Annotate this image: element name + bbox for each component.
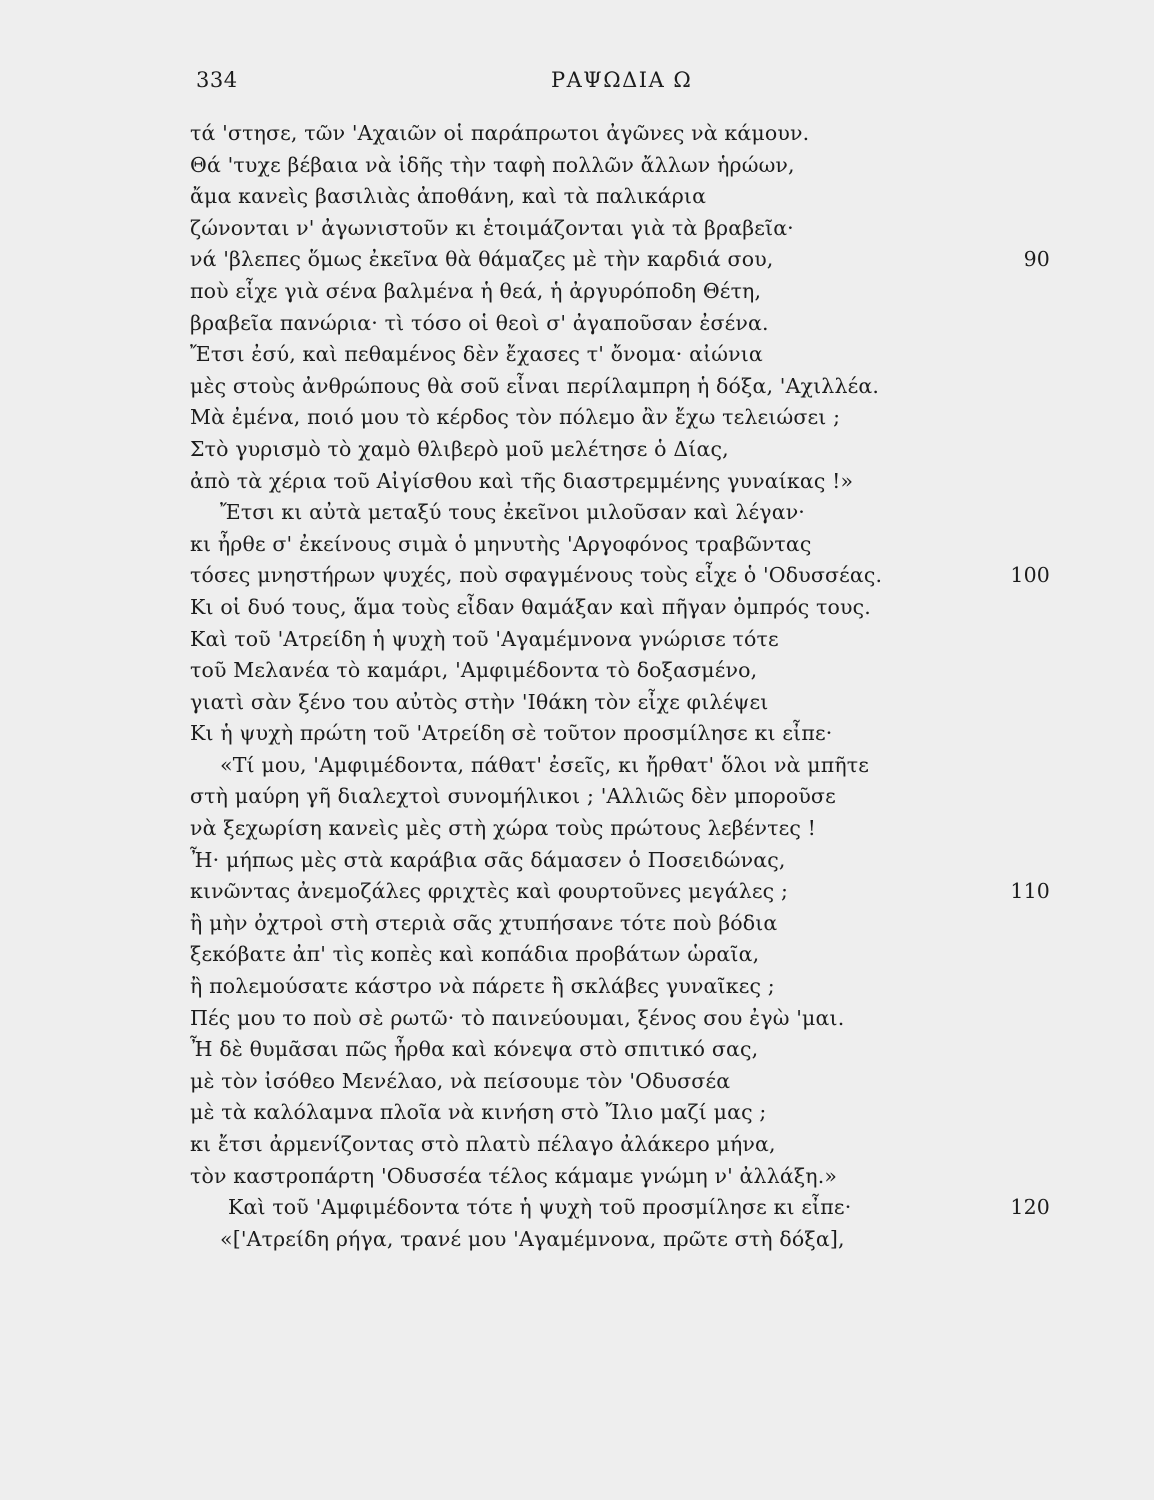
verse-body [190,118,1050,1255]
verse-line [190,1161,1050,1193]
verse-text: ἀπὸ τὰ χέρια τοῦ Αἰγίσθου καὶ τῆς διαστρεμμένης γυναίκας !» [190,468,854,493]
verse-line [190,244,1050,276]
verse-text: ποὺ εἶχε γιὰ σένα βαλμένα ἡ θεά, ἡ ἀργυρόποδη Θέτη, [190,278,762,303]
verse-line [190,813,1050,845]
line-number: 110 [1010,879,1050,904]
verse-text: κι ἔτσι ἀρμενίζοντας στὸ πλατὺ πέλαγο ἀλάκερο μήνα, [190,1132,776,1156]
verse-text: ζώνονται ν' ἀγωνιστοῦν κι ἑτοιμάζονται γιὰ τὰ βραβεῖα· [190,215,794,240]
verse-line [190,718,1050,750]
verse-text: μὲ τὸν ἰσόθεο Μενέλαο, νὰ πείσουμε τὸν 'Οδυσσέα [190,1068,731,1093]
verse-line [190,181,1050,213]
verse-line [190,687,1050,719]
verse-text: Στὸ γυρισμὸ τὸ χαμὸ θλιβερὸ μοῦ μελέτησε ὁ Δίας, [190,436,729,461]
verse-text: βραβεῖα πανώρια· τὶ τόσο οἱ θεοὶ σ' ἀγαποῦσαν ἐσένα. [190,310,769,335]
verse-text: ἄμα κανεὶς βασιλιὰς ἀποθάνη, καὶ τὰ παλικάρια [190,184,707,209]
verse-text: τὸν καστροπάρτη 'Οδυσσέα τέλος κάμαμε γνώμη ν' ἀλλάξη.» [190,1163,838,1188]
verse-line [190,118,1050,150]
page-header [196,68,956,98]
verse-line [190,876,1050,908]
verse-line [190,402,1050,434]
verse-text: Θά 'τυχε βέβαια νὰ ἰδῆς τὴν ταφὴ πολλῶν ἄλλων ἡρώων, [190,152,795,177]
verse-text: Κι οἱ δυό τους, ἅμα τοὺς εἶδαν θαμάξαν καὶ πῆγαν ὀμπρός τους. [190,594,871,619]
verse-text: Μὰ ἐμένα, ποιό μου τὸ κέρδος τὸν πόλεμο ἂν ἔχω τελειώσει ; [190,405,841,430]
line-number: 100 [1010,563,1050,588]
page-number: 334 [196,68,238,92]
verse-line [190,1129,1050,1161]
verse-line [190,150,1050,182]
verse-text: Ἦ δὲ θυμᾶσαι πῶς ἦρθα καὶ κόνεψα στὸ σπιτικό σας, [190,1037,759,1062]
verse-text: κινῶντας ἀνεμοζάλες φριχτὲς καὶ φουρτοῦνες μεγάλες ; [190,879,789,904]
verse-line [190,1066,1050,1098]
verse-line [190,1097,1050,1129]
verse-text: τοῦ Μελανέα τὸ καμάρι, 'Αμφιμέδοντα τὸ δοξασμένο, [190,658,758,683]
running-title: ΡΑΨΩΔΙΑ Ω [551,68,693,92]
verse-text: ἢ μὴν ὀχτροὶ στὴ στεριὰ σᾶς χτυπήσανε τότε ποὺ βόδια [190,910,778,935]
verse-line [190,466,1050,498]
verse-text: Καὶ τοῦ 'Ατρείδη ἡ ψυχὴ τοῦ 'Αγαμέμνονα γνώρισε τότε [190,626,779,651]
verse-line [190,213,1050,245]
verse-text: ξεκόβατε ἀπ' τὶς κοπὲς καὶ κοπάδια προβάτων ὡραῖα, [190,942,760,967]
verse-line [190,371,1050,403]
verse-line [190,908,1050,940]
verse-text: μὲς στοὺς ἀνθρώπους θὰ σοῦ εἶναι περίλαμπρη ἡ δόξα, 'Αχιλλέα. [190,373,880,398]
verse-text: νά 'βλεπες ὅμως ἐκεῖνα θὰ θάμαζες μὲ τὴν καρδιά σου, [190,247,774,272]
verse-line [190,529,1050,561]
verse-line [190,434,1050,466]
verse-line [190,1192,1050,1224]
verse-text: Ἔτσι κι αὐτὰ μεταξύ τους ἐκεῖνοι μιλοῦσαν καὶ λέγαν· [220,500,805,525]
verse-text: «['Ατρείδη ρήγα, τρανέ μου 'Αγαμέμνονα, πρῶτε στὴ δόξα], [220,1226,845,1251]
verse-text: Ἦ· μήπως μὲς στὰ καράβια σᾶς δάμασεν ὁ Ποσειδώνας, [190,847,786,872]
verse-text: τόσες μνηστήρων ψυχές, ποὺ σφαγμένους τοὺς εἶχε ὁ 'Οδυσσέας. [190,563,883,588]
verse-line [190,845,1050,877]
verse-text: τά 'στησε, τῶν 'Αχαιῶν οἱ παράπρωτοι ἀγῶνες νὰ κάμουν. [190,121,810,145]
verse-line [190,1003,1050,1035]
line-number: 90 [1023,247,1050,272]
verse-text: ἢ πολεμούσατε κάστρο νὰ πάρετε ἢ σκλάβες γυναῖκες ; [190,974,775,999]
verse-line [190,750,1050,782]
verse-line [190,560,1050,592]
verse-line [190,1224,1050,1256]
verse-line [190,624,1050,656]
verse-line [190,339,1050,371]
verse-line [190,971,1050,1003]
verse-line [190,276,1050,308]
verse-text: γιατὶ σὰν ξένο του αὐτὸς στὴν 'Ιθάκη τὸν εἶχε φιλέψει [190,689,769,714]
verse-text: Καὶ τοῦ 'Αμφιμέδοντα τότε ἡ ψυχὴ τοῦ προσμίλησε κι εἶπε· [228,1195,852,1220]
verse-line [190,1034,1050,1066]
verse-text: στὴ μαύρη γῆ διαλεχτοὶ συνομήλικοι ; 'Αλλιῶς δὲν μποροῦσε [190,784,836,809]
verse-line [190,781,1050,813]
verse-line [190,308,1050,340]
verse-text: Πές μου το ποὺ σὲ ρωτῶ· τὸ παινεύουμαι, ξένος σου ἐγὼ 'μαι. [190,1005,845,1030]
verse-text: μὲ τὰ καλόλαμνα πλοῖα νὰ κινήση στὸ Ἴλιο μαζί μας ; [190,1100,767,1125]
verse-text: νὰ ξεχωρίση κανεὶς μὲς στὴ χώρα τοὺς πρώτους λεβέντες ! [190,816,817,841]
line-number: 120 [1010,1195,1050,1220]
verse-line [190,592,1050,624]
verse-text: Ἔτσι ἐσύ, καὶ πεθαμένος δὲν ἔχασες τ' ὄνομα· αἰώνια [190,342,763,367]
verse-text: «Τί μου, 'Αμφιμέδοντα, πάθατ' ἐσεῖς, κι ἤρθατ' ὅλοι νὰ μπῆτε [220,752,870,777]
verse-text: Κι ἡ ψυχὴ πρώτη τοῦ 'Ατρείδη σὲ τοῦτον προσμίλησε κι εἶπε· [190,721,833,746]
verse-text: κι ἦρθε σ' ἐκείνους σιμὰ ὁ μηνυτὴς 'Αργοφόνος τραβῶντας [190,531,812,556]
verse-line [190,655,1050,687]
verse-line [190,497,1050,529]
verse-line [190,939,1050,971]
